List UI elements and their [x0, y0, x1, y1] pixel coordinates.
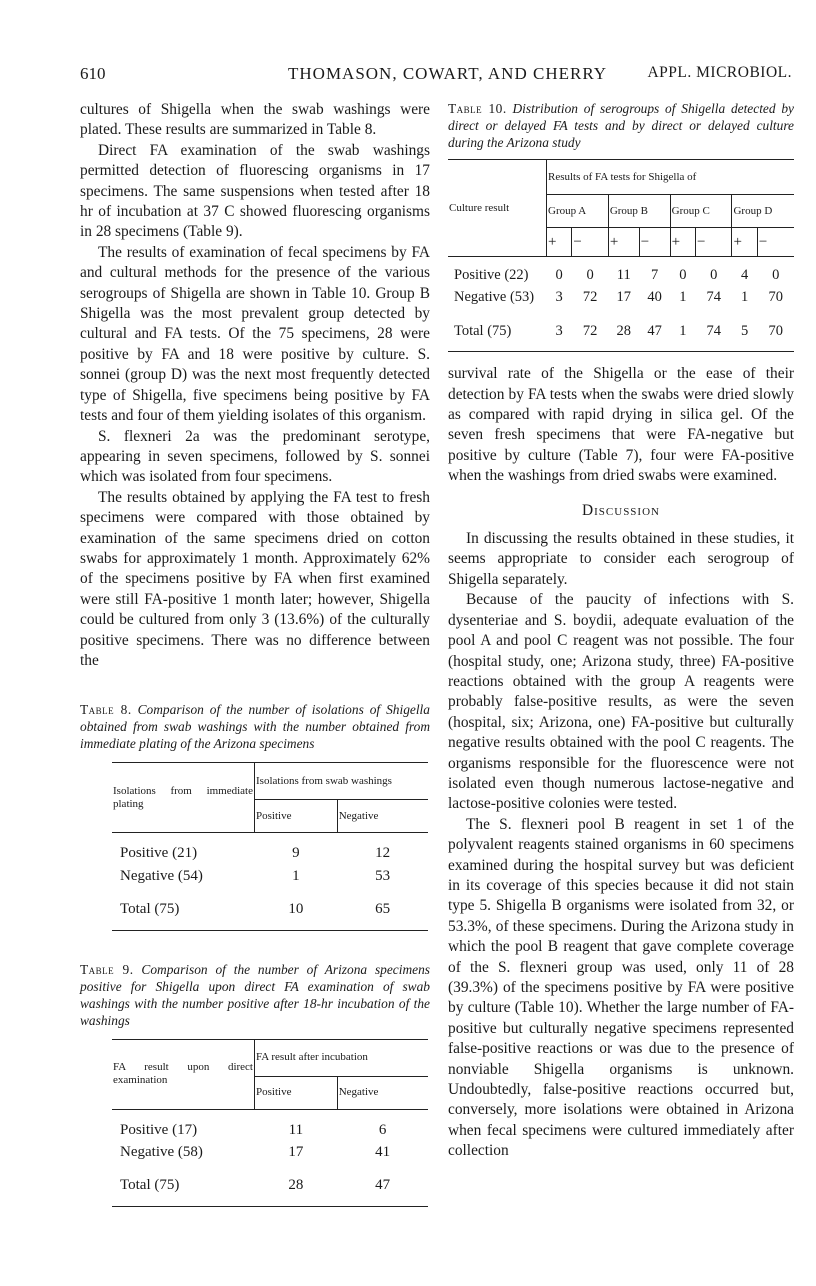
table10-group-d: Group D	[732, 195, 794, 228]
table9-col-negative: Negative	[337, 1076, 428, 1109]
table10-row-header: Culture result	[448, 160, 547, 257]
table-row: Negative (58) 17 41	[120, 1144, 391, 1160]
table10-group-a: Group A	[547, 195, 609, 228]
journal-name: APPL. MICROBIOL.	[647, 64, 792, 81]
table8-col-negative: Negative	[337, 800, 428, 833]
paragraph: cultures of Shigella when the swab washings were plated. These results are summarized in Table 8.	[80, 101, 430, 139]
table-row: Negative (54) 1 53	[120, 867, 391, 884]
page-header	[80, 64, 792, 88]
table9-row-header: FA result upon direct examination	[112, 1039, 255, 1109]
table-row: Positive (22) 0 0 11 7 0 0 4 0	[454, 267, 780, 283]
table10-caption: Table 10. Distribution of serogroups of Shigella detected by direct or delayed FA tests and by direct or delayed culture during the Arizona study	[448, 101, 794, 150]
table9	[112, 1039, 428, 1207]
table-row-total: Total (75) 28 47	[112, 1163, 428, 1206]
section-heading: Discussion	[582, 501, 660, 519]
sign-plus: +	[670, 228, 695, 257]
table10-col-group: Results of FA tests for Shigella of	[547, 160, 795, 195]
table-row: Positive (21) 9 12	[120, 845, 391, 862]
table10-label: Table 10.	[448, 101, 507, 116]
sign-minus: −	[757, 228, 794, 257]
table10-group-b: Group B	[608, 195, 670, 228]
sign-plus: +	[732, 228, 757, 257]
sign-minus: −	[695, 228, 731, 257]
table10-group-c: Group C	[670, 195, 732, 228]
right-column	[448, 100, 794, 1162]
paragraph: The S. flexneri pool B reagent in set 1 of the polyvalent reagents stained organisms in 60 specimens examined during the hospital survey but was deficient in its coverage of this species because it did not stain type 5. Shigella B organisms were isolated from 32, or 53.3%, of these specimens. During the Arizona study in which the pool B reagent that gave complete coverage of the S. flexneri group was used, only 11 of 28 (39.3%) of the specimens positive by FA were positive by culture (Table 10). Whether the large number of FA-positive but culturally negative specimens represented false-positive reactions or was due to the presence of nonviable Shigella organisms is unknown. Undoubtedly, false-positive reactions occurred but, conversely, more isolations were obtained in Arizona when fecal specimens were cultured immediately after collection	[448, 815, 794, 1160]
paragraph: Because of the paucity of infections with S. dysenteriae and S. boydii, adequate evaluation of the pool A and pool C reagent was not possible. The four (hospital study, one; Arizona study, three) FA-positive reactions obtained with the group A reagents were probably false-positive results, as were the seven (hospital, six; Arizona, one) FA-positive but culturally negative results obtained with the pool C reagents. The organisms responsible for the fluorescence were not isolated even though numerous lactose-negative and lactose-positive colonies were tested.	[448, 591, 794, 813]
table-row: Negative (53) 3 72 17 40 1 74 1 70	[454, 289, 783, 306]
table9-col-positive: Positive	[255, 1076, 338, 1109]
table8	[112, 762, 428, 930]
table-row-total: Total (75) 3 72 28 47 1 74 5 70	[448, 309, 794, 352]
table9-label: Table 9.	[80, 961, 134, 977]
page-number: 610	[80, 64, 106, 83]
sign-plus: +	[547, 228, 572, 257]
table9-caption: Table 9. Comparison of the number of Arizona specimens positive for Shigella upon direct FA examination of swab washings with the number positive after 18-hr incubation of the washings	[80, 961, 430, 1028]
table8-col-positive: Positive	[255, 800, 338, 833]
paragraph: S. flexneri 2a was the predominant serotype, appearing in seven specimens, followed by S. sonnei which was isolated from four specimens.	[80, 427, 430, 486]
table-row: Positive (17) 11 6	[120, 1121, 387, 1138]
paragraph: The results obtained by applying the FA test to fresh specimens were compared with those obtained by examination of the same specimens dried on cotton swabs for approximately 1 month. Approximately 62% of the specimens positive by FA when first examined were still FA-positive 1 month later; however, Shigella could be cultured from only 3 (13.6%) of the culturally positive specimens. There was no difference between the	[80, 488, 430, 669]
table-row-total: Total (75) 10 65	[112, 887, 428, 930]
sign-plus: +	[608, 228, 639, 257]
running-authors: THOMASON, COWART, AND CHERRY	[288, 64, 607, 83]
paragraph: Direct FA examination of the swab washings permitted detection of fluorescing organisms in 17 specimens. The same suspensions when tested after 18 hr of incubation at 37 C showed fluorescing organisms in 28 specimens (Table 9).	[80, 141, 430, 241]
table10	[448, 159, 794, 352]
table8-caption: Table 8. Comparison of the number of isolations of Shigella obtained from swab washings with the number obtained from immediate plating of the Arizona specimens	[80, 702, 430, 752]
table9-col-group: FA result after incubation	[255, 1039, 429, 1076]
paragraph: In discussing the results obtained in these studies, it seems appropriate to consider each serogroup of Shigella separately.	[448, 530, 794, 588]
paragraph: survival rate of the Shigella or the ease of their detection by FA tests when the swabs were dried slowly as compared with rapid drying in silica gel. Of the seven fresh specimens that were FA-negative but positive by culture (Table 7), four were FA-positive when the washings from dried swabs were examined.	[448, 365, 794, 485]
sign-minus: −	[572, 228, 608, 257]
paragraph: The results of examination of fecal specimens by FA and cultural methods for the presence of the various serogroups of Shigella are shown in Table 10. Group B Shigella was the most prevalent group detected by cultural and FA tests. Of the 75 specimens, 28 were positive by FA and 18 were positive by culture. S. sonnei (group D) was the next most frequently detected type of Shigella, five specimens being positive by FA tests and four of them yielding isolates of this organism.	[80, 243, 430, 425]
left-column	[80, 100, 430, 1207]
table8-col-group: Isolations from swab washings	[255, 763, 429, 800]
table8-row-header: Isolations from immediate plating	[112, 763, 255, 833]
sign-minus: −	[639, 228, 670, 257]
table8-label: Table 8.	[80, 702, 132, 718]
